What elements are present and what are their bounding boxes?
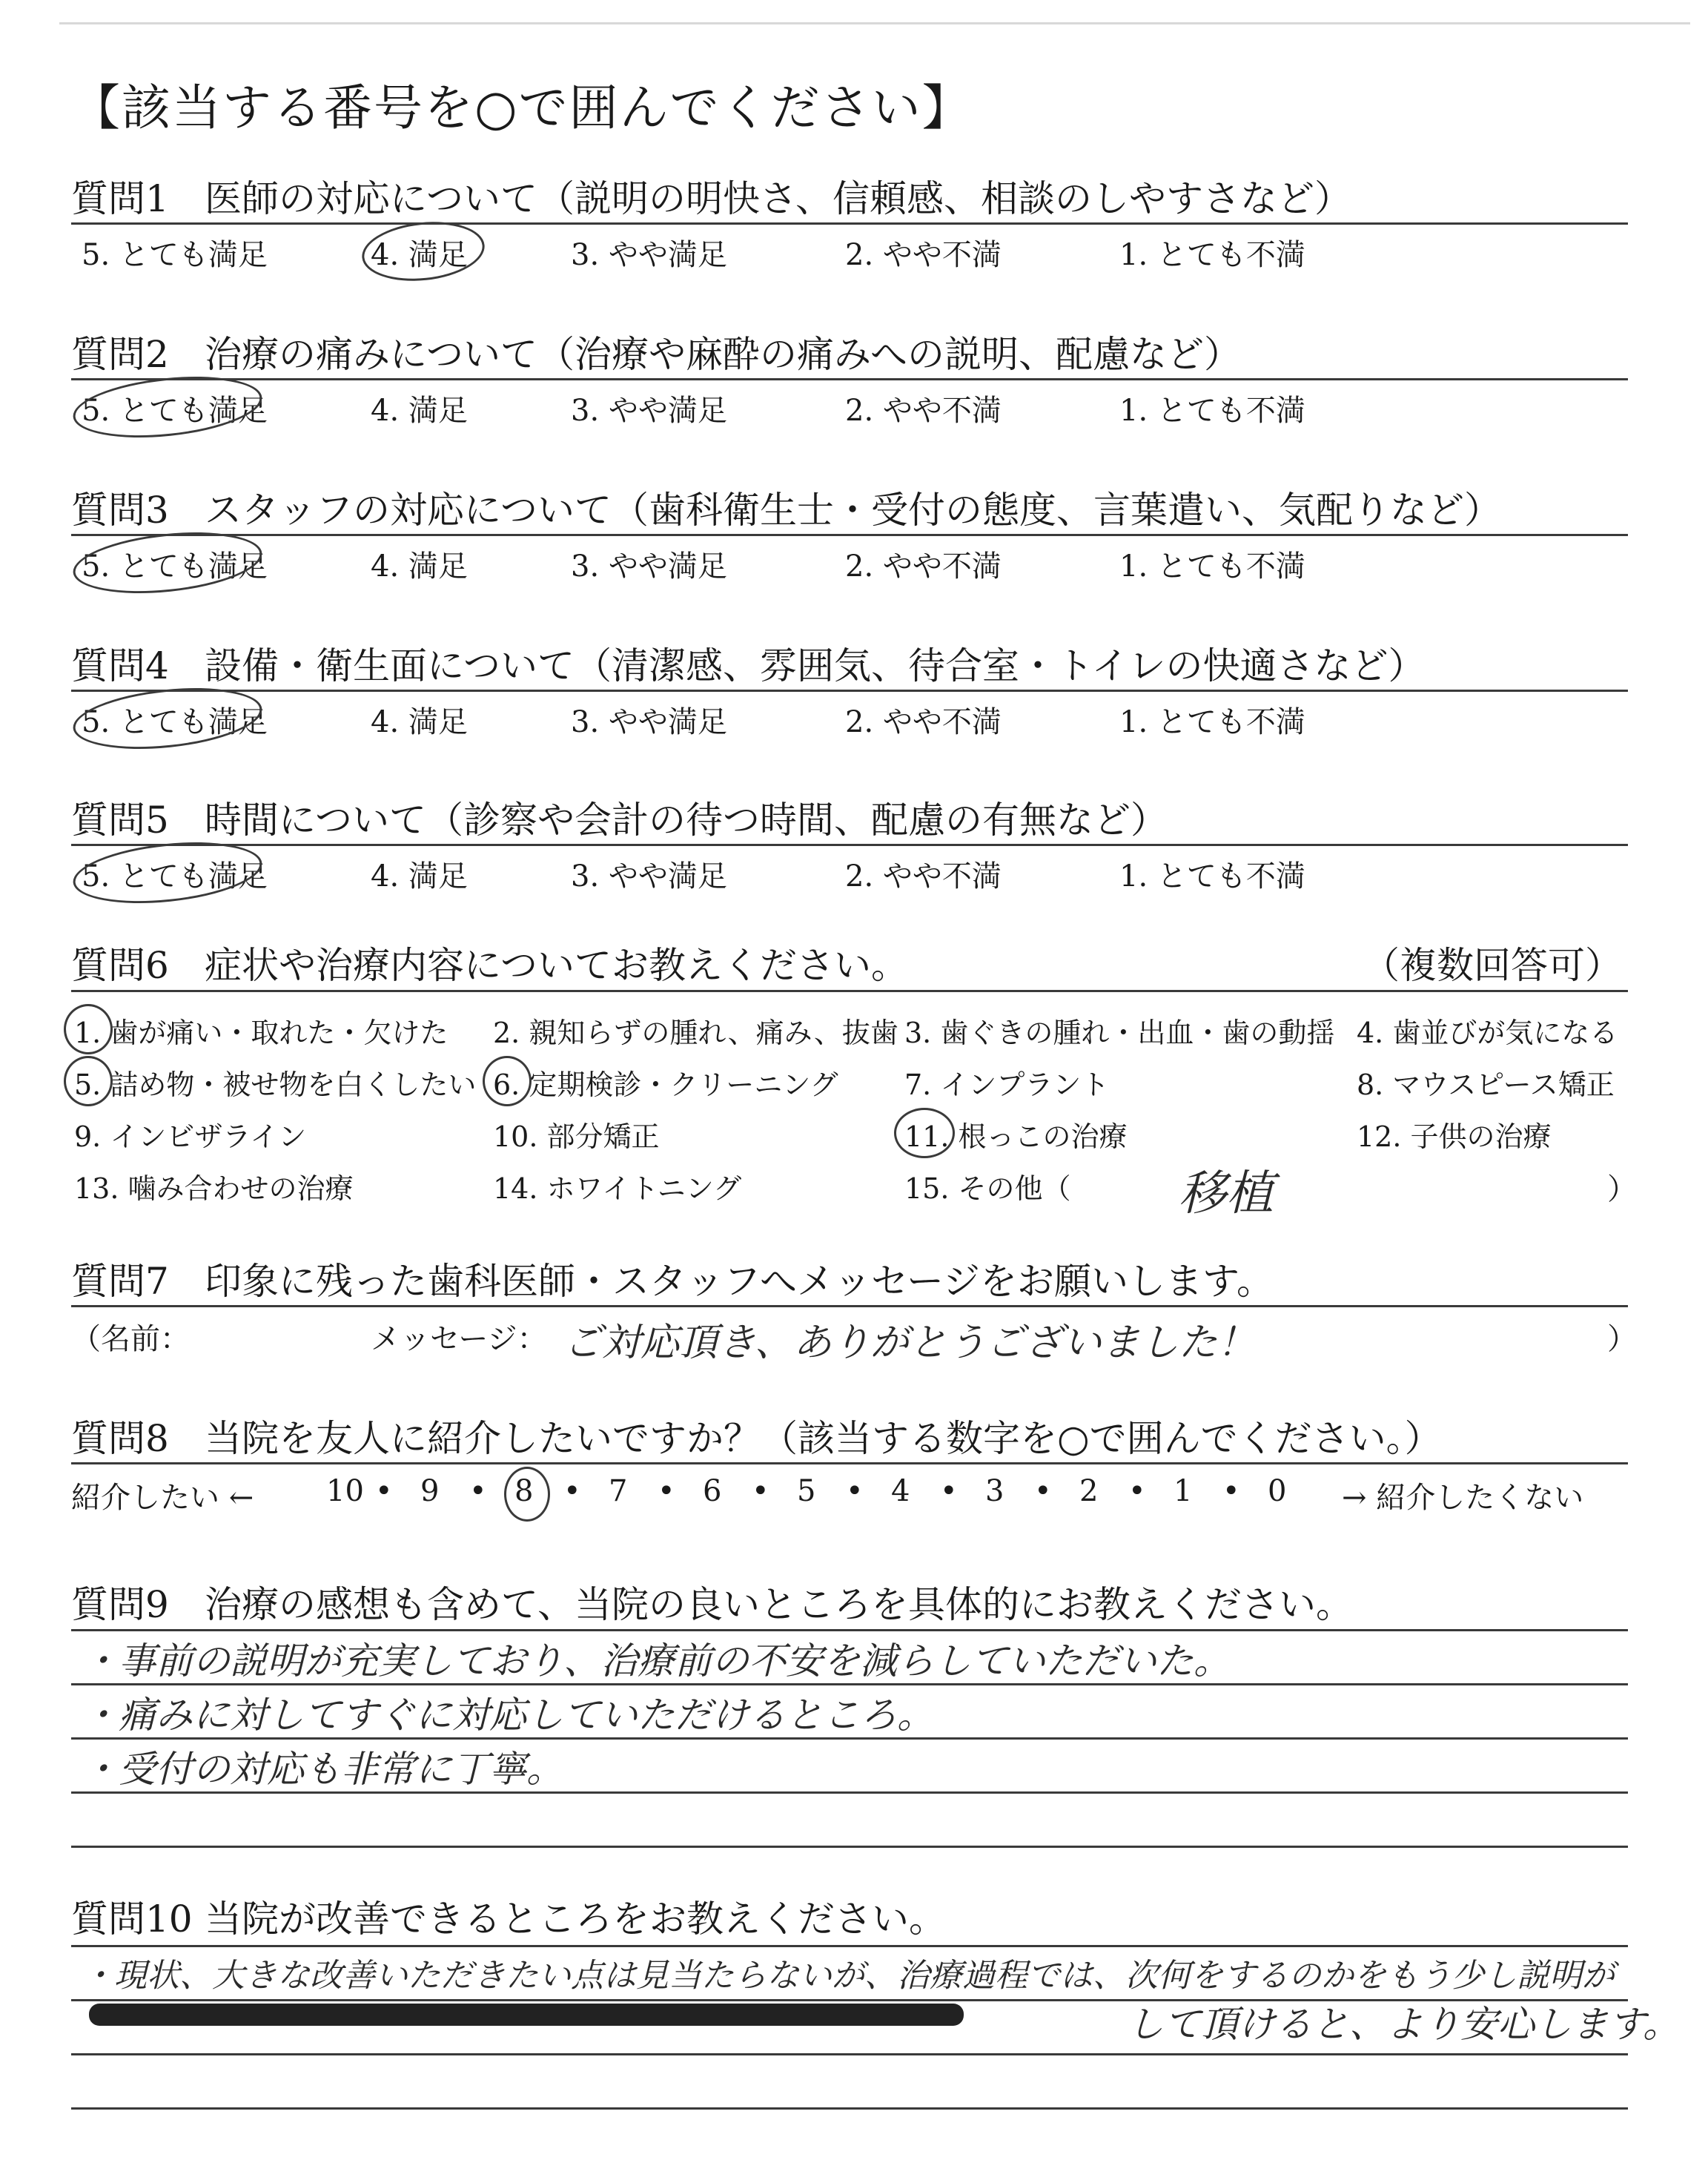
q8-scale-6[interactable]: 6 [703, 1474, 722, 1508]
q8-text: 当院を友人に紹介したいですか？（該当する数字を○で囲んでください。） [205, 1417, 1442, 1460]
q2-rule [71, 378, 1628, 380]
q6-option-11[interactable]: 11. 根っこの治療 [904, 1120, 1128, 1153]
q10-rule-4 [71, 2107, 1628, 2110]
q4-text: 設備・衛生面について（清潔感、雰囲気、待合室・トイレの快適さなど） [205, 644, 1426, 687]
q6-option-7[interactable]: 7. インプラント [904, 1069, 1110, 1101]
q2-text: 治療の痛みについて（治療や麻酔の痛みへの説明、配慮など） [205, 333, 1241, 376]
q8-scale-separator: • [375, 1474, 393, 1508]
q8-scale-separator: • [658, 1474, 675, 1508]
q4-option-5[interactable]: 5. とても満足 [82, 705, 268, 739]
q9-answer-1: ・事前の説明が充実しており、治療前の不安を減らしていただいた。 [82, 1639, 1231, 1682]
q7-message: ご対応頂き、ありがとうございました！ [563, 1321, 1256, 1365]
q7-label: 質問7 [71, 1260, 169, 1303]
q4-rule [71, 690, 1628, 692]
q8-label: 質問8 [71, 1417, 169, 1460]
q9-answer-2: ・痛みに対してすぐに対応していただけるところ。 [82, 1694, 934, 1737]
page-title: 【該当する番号を○で囲んでください】 [71, 79, 973, 136]
q5-option-2[interactable]: 2. やや不満 [845, 859, 1002, 894]
q6-option-3[interactable]: 3. 歯ぐきの腫れ・出血・歯の動揺 [904, 1017, 1335, 1049]
q6-other-close: ） [1607, 1172, 1637, 1206]
q6-option-14[interactable]: 14. ホワイトニング [493, 1172, 742, 1205]
q6-other-written: 移植 [1179, 1166, 1274, 1221]
q3-label: 質問3 [71, 489, 169, 532]
q3-text: スタッフの対応について（歯科衛生士・受付の態度、言葉遣い、気配りなど） [205, 489, 1501, 532]
q6-label: 質問6 [71, 944, 169, 987]
q6-option-5[interactable]: 5. 詰め物・被せ物を白くしたい [74, 1069, 477, 1101]
q8-left-label: 紹介したい ← [71, 1481, 254, 1515]
q4-option-1[interactable]: 1. とても不満 [1119, 705, 1305, 739]
q8-scale-separator: • [752, 1474, 769, 1508]
q6-option-1-circle [64, 1004, 113, 1054]
top-border [59, 22, 1690, 24]
q8-right-label: → 紹介したくない [1342, 1481, 1584, 1515]
q5-option-1[interactable]: 1. とても不満 [1119, 859, 1305, 894]
q6-text: 症状や治療内容についてお教えください。 [205, 944, 908, 987]
q5-option-3[interactable]: 3. やや満足 [571, 859, 727, 894]
q3-option-4[interactable]: 4. 満足 [371, 549, 468, 584]
q9-rule-5 [71, 1846, 1628, 1848]
q7-rule [71, 1305, 1628, 1307]
q2-option-2[interactable]: 2. やや不満 [845, 394, 1002, 428]
q7-close: ） [1607, 1322, 1637, 1356]
q1-option-1[interactable]: 1. とても不満 [1119, 238, 1305, 272]
q6-option-6-circle [483, 1056, 532, 1106]
q10-label: 質問10 [71, 1898, 193, 1941]
q7-name-label: （名前： [71, 1322, 190, 1356]
q2-option-1[interactable]: 1. とても不満 [1119, 394, 1305, 428]
q8-scale-separator: • [1034, 1474, 1052, 1508]
q10-rule-1 [71, 1945, 1628, 1947]
q2-option-5[interactable]: 5. とても満足 [82, 394, 268, 428]
q1-text: 医師の対応について（説明の明快さ、信頼感、相談のしやすさなど） [205, 177, 1351, 220]
q10-text: 当院が改善できるところをお教えください。 [205, 1898, 946, 1941]
q6-option-10[interactable]: 10. 部分矯正 [493, 1120, 660, 1153]
q8-scale-0[interactable]: 0 [1268, 1474, 1287, 1508]
q8-scale-separator: • [1128, 1474, 1146, 1508]
q6-option-11-circle [894, 1108, 955, 1158]
q6-option-2[interactable]: 2. 親知らずの腫れ、痛み、抜歯 [493, 1017, 898, 1049]
q2-option-3[interactable]: 3. やや満足 [571, 394, 727, 428]
q8-scale-10[interactable]: 10 [326, 1474, 364, 1508]
q5-label: 質問5 [71, 799, 169, 842]
q9-text: 治療の感想も含めて、当院の良いところを具体的にお教えください。 [205, 1583, 1353, 1626]
q1-rule [71, 222, 1628, 225]
q8-scale-1[interactable]: 1 [1174, 1474, 1193, 1508]
q4-option-2[interactable]: 2. やや不満 [845, 705, 1002, 739]
q7-text: 印象に残った歯科医師・スタッフへメッセージをお願いします。 [205, 1260, 1274, 1303]
q8-scale-separator: • [940, 1474, 958, 1508]
q6-option-8[interactable]: 8. マウスピース矯正 [1357, 1069, 1615, 1101]
q7-message-label: メッセージ： [371, 1322, 547, 1356]
q6-rule [71, 990, 1628, 992]
q10-rule-3 [71, 2053, 1628, 2055]
q5-option-5[interactable]: 5. とても満足 [82, 859, 268, 894]
q5-rule [71, 844, 1628, 846]
q4-label: 質問4 [71, 644, 169, 687]
q5-text: 時間について（診察や会計の待つ時間、配慮の有無など） [205, 799, 1168, 842]
q8-scale-separator: • [563, 1474, 581, 1508]
q2-option-4[interactable]: 4. 満足 [371, 394, 468, 428]
q6-option-12[interactable]: 12. 子供の治療 [1357, 1120, 1552, 1153]
q8-scale-8[interactable]: 8 [514, 1474, 534, 1508]
q8-scale-5[interactable]: 5 [797, 1474, 816, 1508]
q6-option-13[interactable]: 13. 噛み合わせの治療 [74, 1172, 354, 1205]
q8-scale-7[interactable]: 7 [609, 1474, 628, 1508]
q6-option-1[interactable]: 1. 歯が痛い・取れた・欠けた [74, 1017, 448, 1049]
q6-option-4[interactable]: 4. 歯並びが気になる [1357, 1017, 1618, 1049]
q8-scale-separator: • [469, 1474, 487, 1508]
q8-selection-circle [504, 1467, 550, 1522]
q3-option-1[interactable]: 1. とても不満 [1119, 549, 1305, 584]
q8-scale-3[interactable]: 3 [985, 1474, 1004, 1508]
q3-option-5[interactable]: 5. とても満足 [82, 549, 268, 584]
q1-label: 質問1 [71, 177, 169, 220]
scribble-out [89, 2004, 964, 2026]
q9-answer-3: ・受付の対応も非常に丁寧。 [82, 1748, 563, 1791]
q3-option-3[interactable]: 3. やや満足 [571, 549, 727, 584]
q6-option-6[interactable]: 6. 定期検診・クリーニング [493, 1069, 838, 1101]
q6-note: （複数回答可） [1363, 944, 1622, 987]
q8-scale-separator: • [846, 1474, 864, 1508]
q6-option-15[interactable]: 15. その他（ [904, 1172, 1071, 1205]
q4-option-4[interactable]: 4. 満足 [371, 705, 468, 739]
q1-option-2[interactable]: 2. やや不満 [845, 238, 1002, 272]
q9-label: 質問9 [71, 1583, 169, 1626]
q10-answer-1: ・現状、大きな改善いただきたい点は見当たらないが、治療過程では、次何をするのかをもう少し説明が [82, 1957, 1615, 1995]
q5-option-4[interactable]: 4. 満足 [371, 859, 468, 894]
q1-option-3[interactable]: 3. やや満足 [571, 238, 727, 272]
q10-answer-2: して頂けると、より安心します。 [1127, 2003, 1680, 2046]
q8-scale-9[interactable]: 9 [420, 1474, 440, 1508]
q8-rule [71, 1462, 1628, 1464]
q2-label: 質問2 [71, 333, 169, 376]
q8-scale-4[interactable]: 4 [891, 1474, 910, 1508]
q1-option-5[interactable]: 5. とても満足 [82, 238, 268, 272]
q3-rule [71, 534, 1628, 536]
q8-scale-separator: • [1222, 1474, 1240, 1508]
q1-selection-circle [359, 217, 487, 287]
q8-scale-2[interactable]: 2 [1079, 1474, 1099, 1508]
q3-option-2[interactable]: 2. やや不満 [845, 549, 1002, 584]
q4-option-3[interactable]: 3. やや満足 [571, 705, 727, 739]
q6-option-9[interactable]: 9. インビザライン [74, 1120, 307, 1153]
q1-option-4[interactable]: 4. 満足 [371, 238, 468, 272]
q6-option-5-circle [64, 1056, 113, 1106]
